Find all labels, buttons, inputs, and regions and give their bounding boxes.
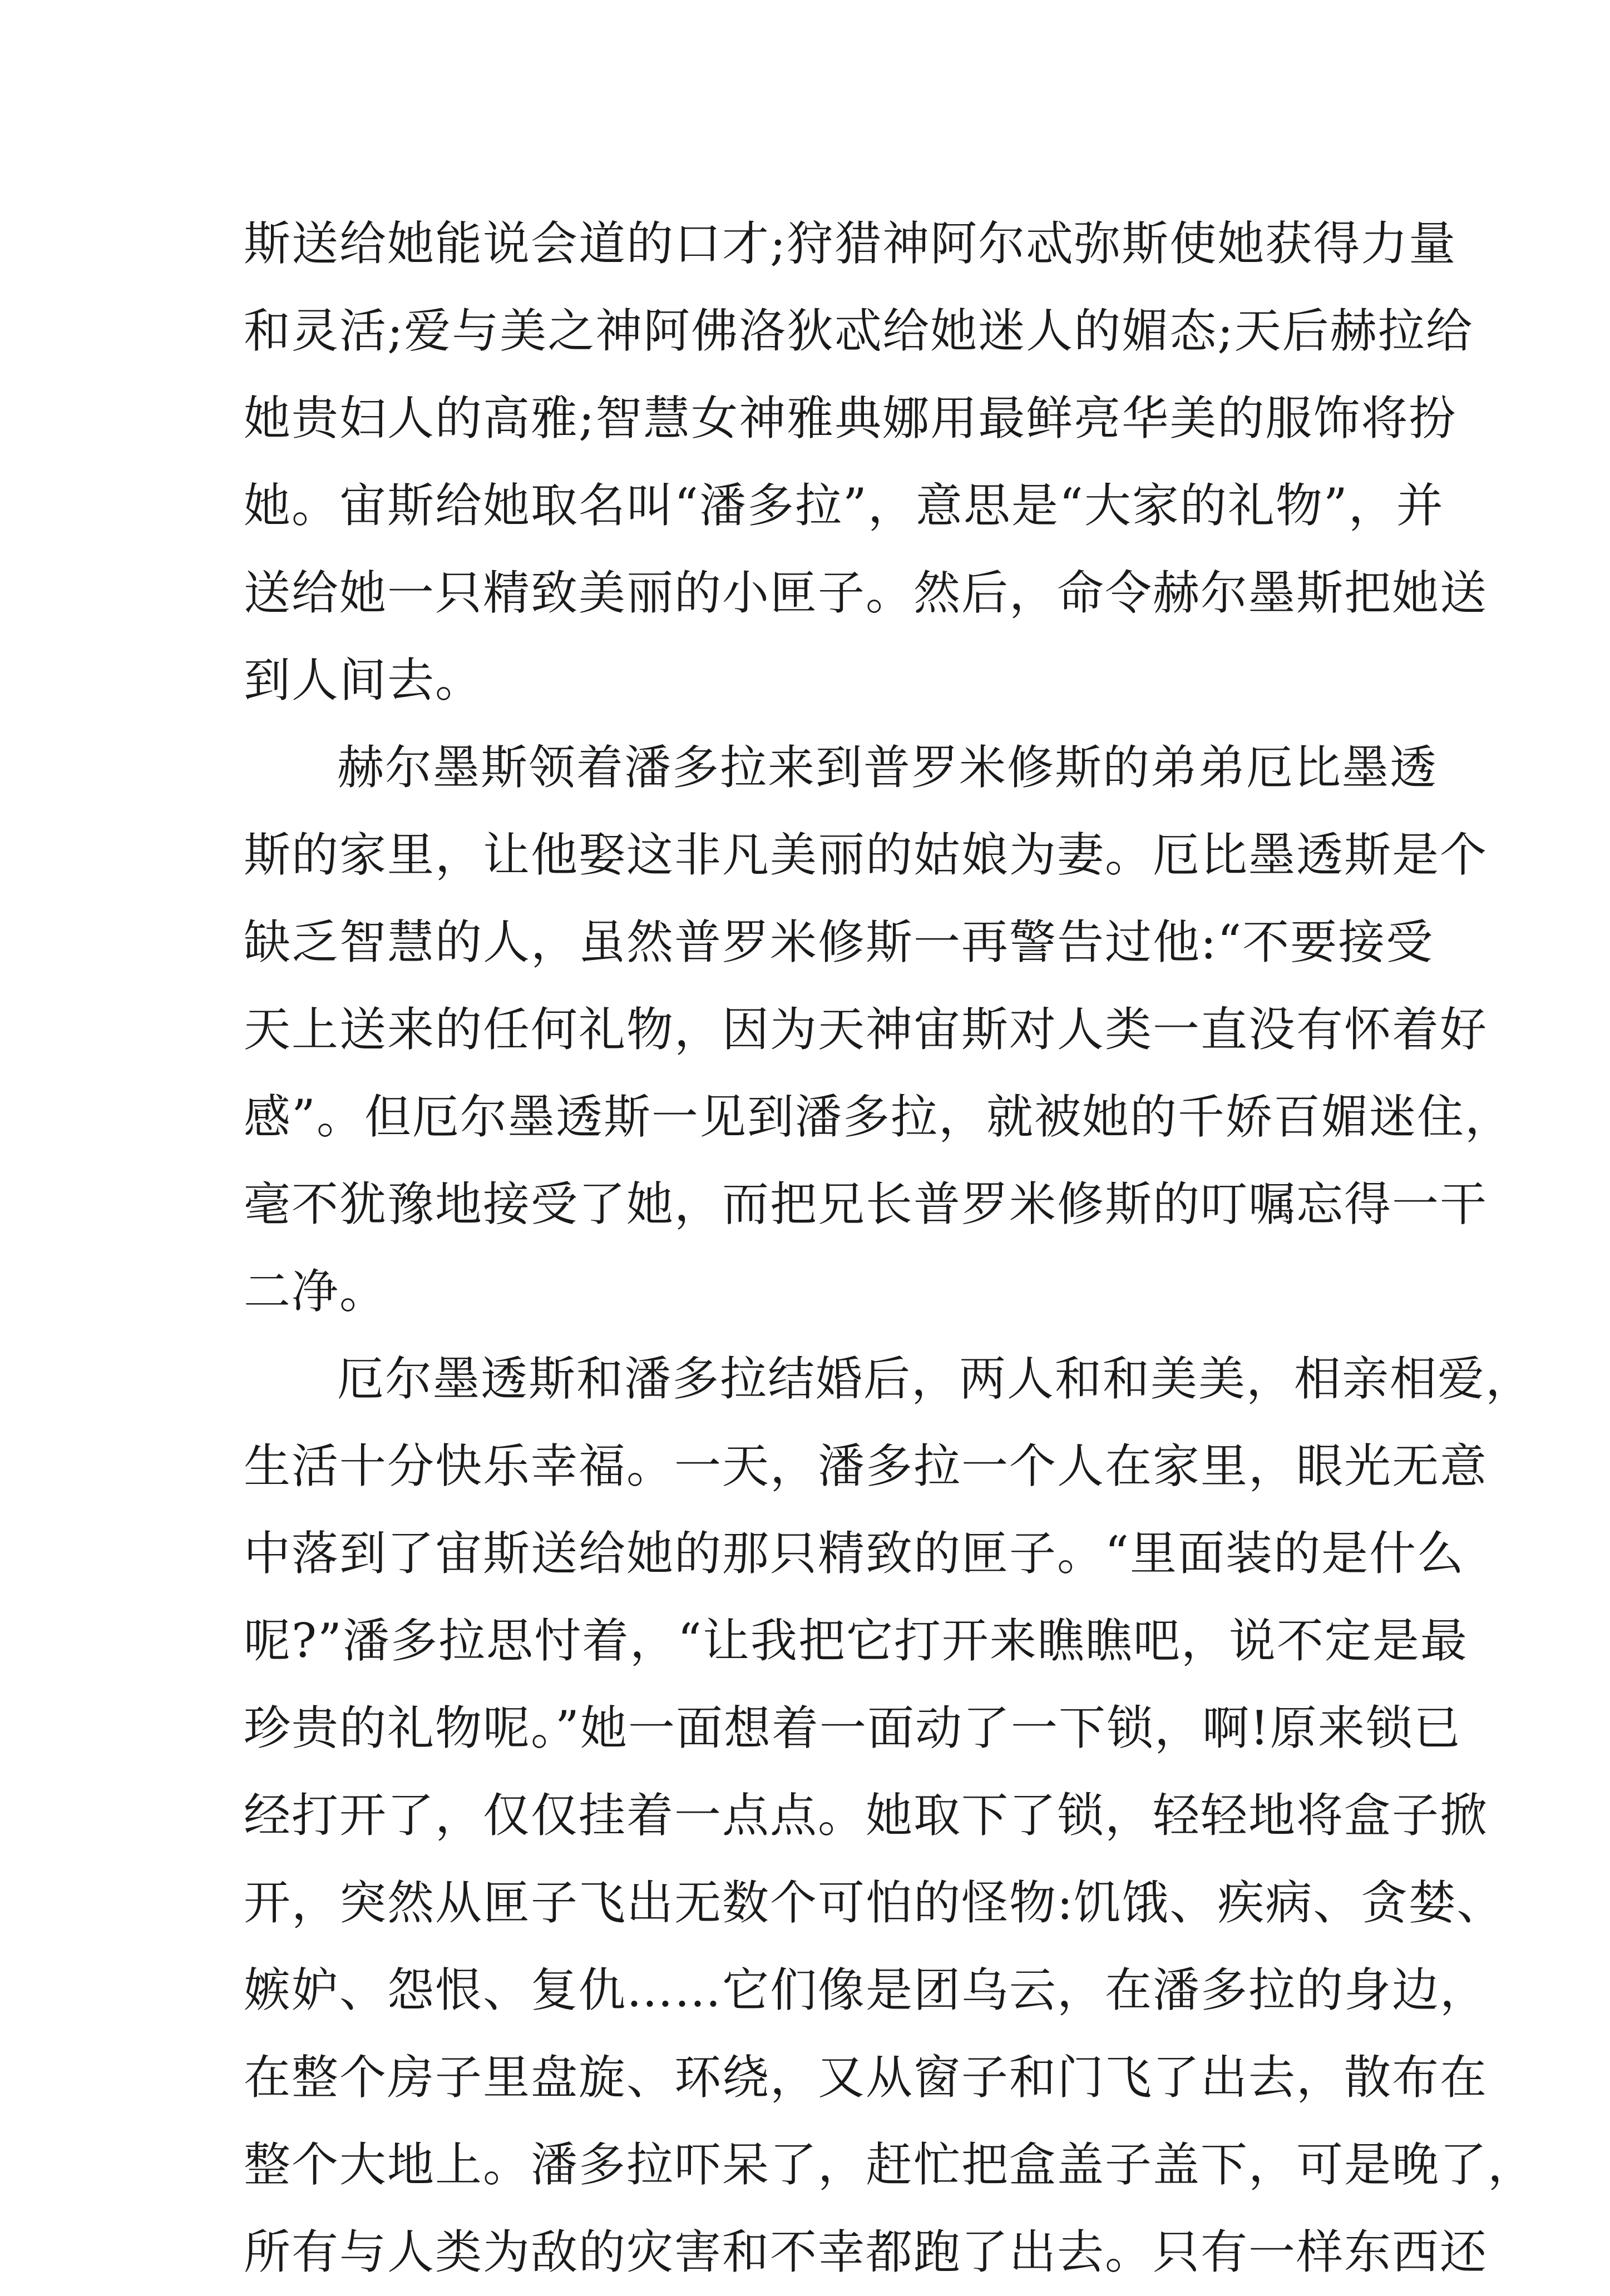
paragraph-3 bbox=[244, 1335, 1536, 2296]
text-line: 生活十分快乐幸福。一天，潘多拉一个人在家里，眼光无意 bbox=[244, 1439, 1488, 1493]
text-line: 和灵活;爱与美之神阿佛洛狄忒给她迷人的媚态;天后赫拉给 bbox=[244, 304, 1474, 358]
paragraph-2 bbox=[244, 724, 1513, 1335]
text-line: 斯的家里，让他娶这非凡美丽的姑娘为妻。厄比墨透斯是个 bbox=[244, 828, 1488, 882]
text-line: 天上送来的任何礼物，因为天神宙斯对人类一直没有怀着好 bbox=[244, 1002, 1488, 1057]
text-line: 到人间去。 bbox=[244, 653, 483, 707]
body-text bbox=[244, 200, 1536, 2296]
text-line: 斯送给她能说会道的口才;狩猎神阿尔忒弥斯使她获得力量 bbox=[244, 216, 1457, 271]
text-line: 开，突然从匣子飞出无数个可怕的怪物:饥饿、疾病、贪婪、 bbox=[244, 1876, 1505, 1930]
text-line: 送给她一只精致美丽的小匣子。然后，命令赫尔墨斯把她送 bbox=[244, 566, 1488, 620]
text-line: 她贵妇人的高雅;智慧女神雅典娜用最鲜亮华美的服饰将扮 bbox=[244, 391, 1457, 446]
text-line: 感”。但厄尔墨透斯一见到潘多拉，就被她的千娇百媚迷住， bbox=[244, 1090, 1513, 1144]
text-line: 嫉妒、怨恨、复仇……它们像是团乌云，在潘多拉的身边， bbox=[244, 1963, 1488, 2017]
text-line: 二净。 bbox=[244, 1264, 388, 1319]
text-line: 缺乏智慧的人，虽然普罗米修斯一再警告过他:“不要接受 bbox=[244, 915, 1434, 969]
text-line: 她。宙斯给她取名叫“潘多拉”，意思是“大家的礼物”，并 bbox=[244, 478, 1444, 533]
paragraph-1 bbox=[244, 200, 1488, 724]
text-line: 中落到了宙斯送给她的那只精致的匣子。“里面装的是什么 bbox=[244, 1526, 1465, 1581]
text-line: 经打开了，仅仅挂着一点点。她取下了锁，轻轻地将盒子掀 bbox=[244, 1788, 1488, 1843]
text-line-first: 赫尔墨斯领着潘多拉来到普罗米修斯的弟弟厄比墨透 bbox=[337, 740, 1438, 795]
text-line: 呢?”潘多拉思忖着，“让我把它打开来瞧瞧吧，说不定是最 bbox=[244, 1614, 1468, 1668]
text-line: 所有与人类为敌的灾害和不幸都跑了出去。只有一样东西还 bbox=[244, 2225, 1488, 2279]
text-line-first: 厄尔墨透斯和潘多拉结婚后，两人和和美美，相亲相爱， bbox=[337, 1352, 1534, 1406]
text-line: 在整个房子里盘旋、环绕，又从窗子和门飞了出去，散布在 bbox=[244, 2050, 1488, 2105]
text-line: 毫不犹豫地接受了她，而把兄长普罗米修斯的叮嘱忘得一干 bbox=[244, 1177, 1488, 1231]
text-line: 珍贵的礼物呢。”她一面想着一面动了一下锁，啊!原来锁已 bbox=[244, 1701, 1461, 1755]
text-line: 整个大地上。潘多拉吓呆了，赶忙把盒盖子盖下，可是晚了， bbox=[244, 2137, 1536, 2192]
